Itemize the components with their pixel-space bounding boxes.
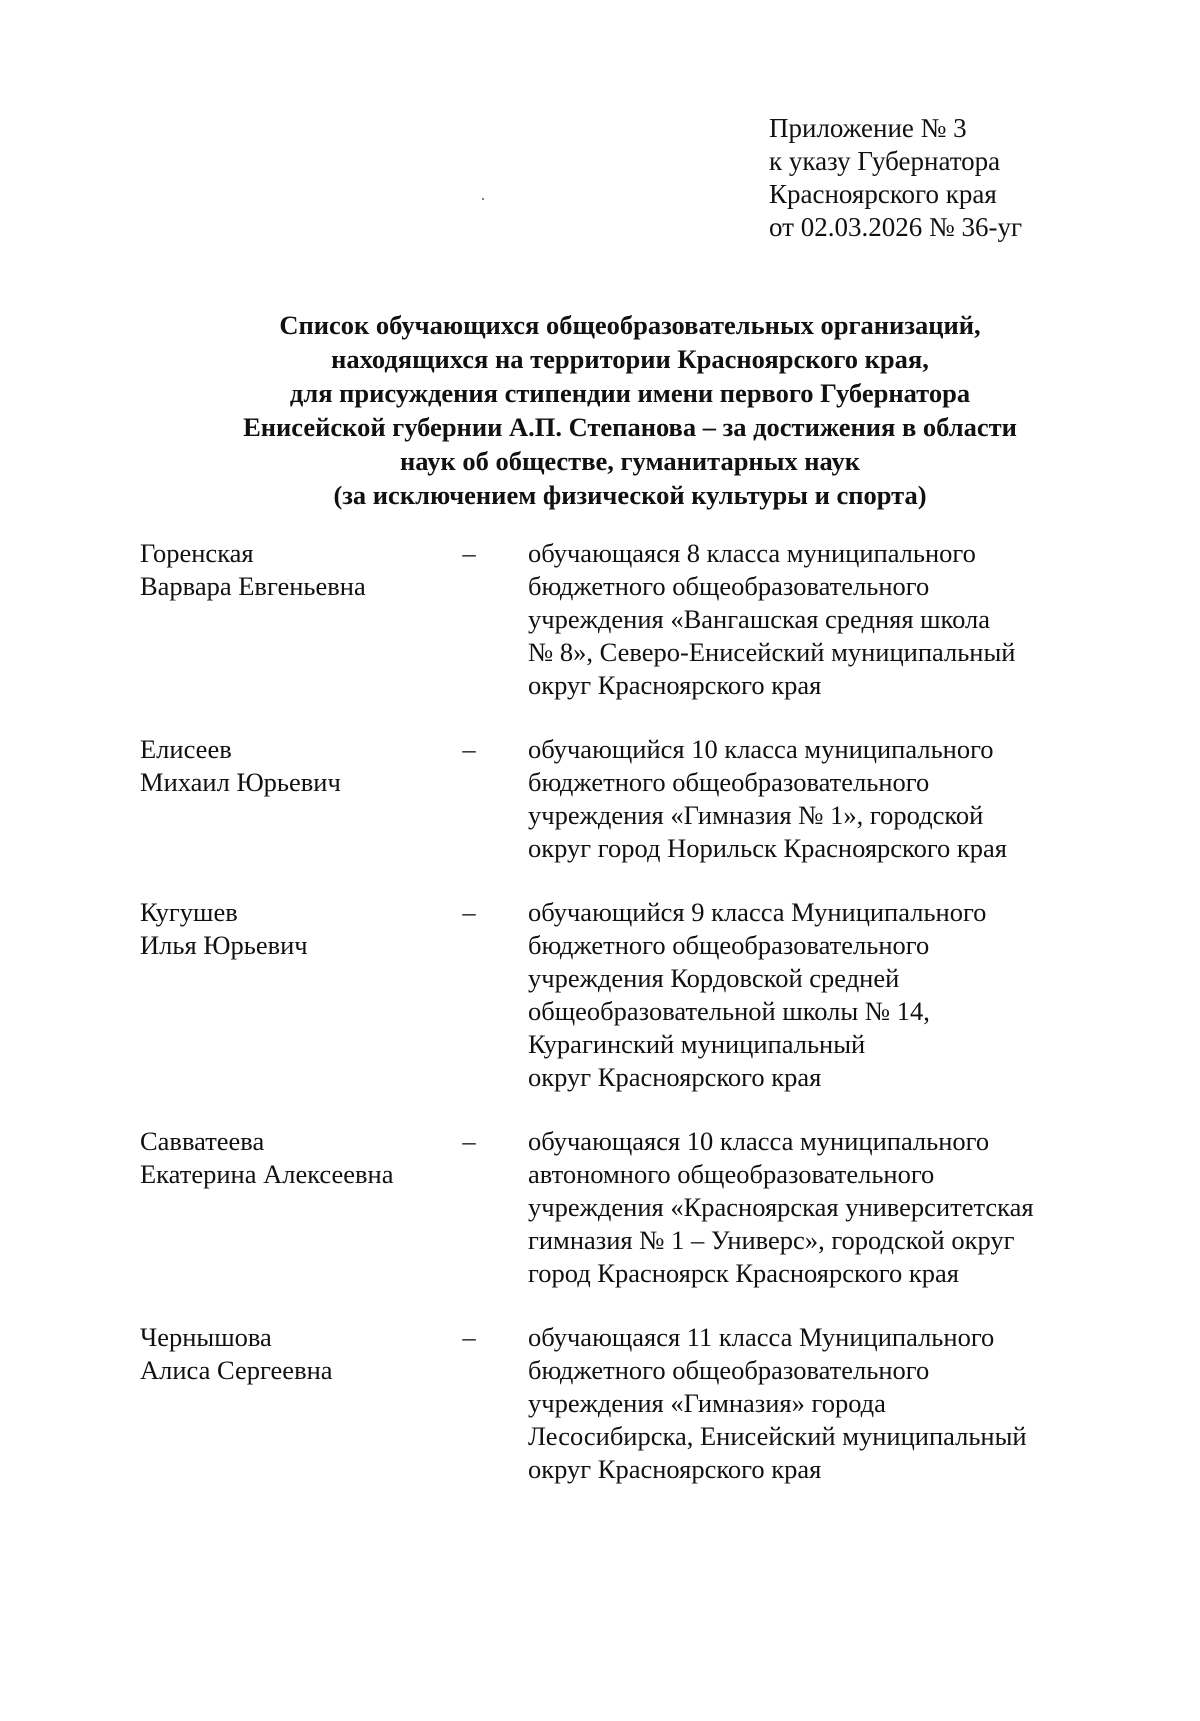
student-description xyxy=(528,733,1128,865)
title-line: для присуждения стипендии имени первого Губернатора xyxy=(289,378,971,408)
student-entry xyxy=(140,1125,1140,1290)
description-line: общеобразовательной школы № 14, xyxy=(528,996,930,1026)
given-names: Михаил Юрьевич xyxy=(140,767,341,797)
student-name xyxy=(140,537,450,603)
description-line: учреждения «Вангашская средняя школа xyxy=(528,604,990,634)
description-line: обучающаяся 11 класса Муниципального xyxy=(528,1322,995,1352)
dash-separator: – xyxy=(462,1322,476,1352)
description-line: учреждения «Красноярская университетская xyxy=(528,1192,1034,1222)
title-line: Енисейской губернии А.П. Степанова – за достижения в области xyxy=(243,412,1017,442)
document-title xyxy=(150,308,1110,512)
scan-speck xyxy=(482,198,484,200)
student-entry xyxy=(140,537,1140,702)
student-entry xyxy=(140,1321,1140,1486)
title-line: наук об обществе, гуманитарных наук xyxy=(400,446,860,476)
given-names: Екатерина Алексеевна xyxy=(140,1159,394,1189)
student-name xyxy=(140,1125,450,1191)
dash-separator: – xyxy=(462,734,476,764)
description-line: автономного общеобразовательного xyxy=(528,1159,935,1189)
description-line: учреждения «Гимназия» города xyxy=(528,1388,886,1418)
appendix-header xyxy=(769,112,1169,244)
student-entry xyxy=(140,733,1140,865)
description-line: обучающаяся 8 класса муниципального xyxy=(528,538,976,568)
description-line: обучающаяся 10 класса муниципального xyxy=(528,1126,990,1156)
description-line: учреждения «Гимназия № 1», городской xyxy=(528,800,984,830)
appendix-line: от 02.03.2026 № 36-уг xyxy=(769,212,1023,242)
description-line: бюджетного общеобразовательного xyxy=(528,1355,930,1385)
description-line: округ город Норильск Красноярского края xyxy=(528,833,1007,863)
student-name xyxy=(140,733,450,799)
description-line: округ Красноярского края xyxy=(528,670,822,700)
description-line: бюджетного общеобразовательного xyxy=(528,571,930,601)
student-list xyxy=(140,537,1140,1486)
title-line: (за исключением физической культуры и спорта) xyxy=(333,480,927,510)
description-line: округ Красноярского края xyxy=(528,1062,822,1092)
description-line: № 8», Северо-Енисейский муниципальный xyxy=(528,637,1016,667)
appendix-line: Красноярского края xyxy=(769,179,997,209)
dash-separator: – xyxy=(462,1126,476,1156)
surname: Елисеев xyxy=(140,734,232,764)
student-description xyxy=(528,1321,1128,1486)
given-names: Алиса Сергеевна xyxy=(140,1355,333,1385)
description-line: обучающийся 10 класса муниципального xyxy=(528,734,994,764)
surname: Кугушев xyxy=(140,897,238,927)
title-line: Список обучающихся общеобразовательных организаций, xyxy=(279,310,981,340)
surname: Савватеева xyxy=(140,1126,265,1156)
description-line: Курагинский муниципальный xyxy=(528,1029,866,1059)
appendix-line: Приложение № 3 xyxy=(769,113,967,143)
student-description xyxy=(528,896,1128,1094)
student-description xyxy=(528,1125,1128,1290)
description-line: округ Красноярского края xyxy=(528,1454,822,1484)
student-name xyxy=(140,896,450,962)
dash-separator: – xyxy=(462,897,476,927)
surname: Чернышова xyxy=(140,1322,272,1352)
student-entry xyxy=(140,896,1140,1094)
dash-separator: – xyxy=(462,538,476,568)
given-names: Варвара Евгеньевна xyxy=(140,571,366,601)
description-line: бюджетного общеобразовательного xyxy=(528,930,930,960)
description-line: город Красноярск Красноярского края xyxy=(528,1258,959,1288)
student-description xyxy=(528,537,1128,702)
given-names: Илья Юрьевич xyxy=(140,930,308,960)
title-line: находящихся на территории Красноярского края, xyxy=(331,344,929,374)
description-line: гимназия № 1 – Универс», городской округ xyxy=(528,1225,1015,1255)
student-name xyxy=(140,1321,450,1387)
description-line: обучающийся 9 класса Муниципального xyxy=(528,897,987,927)
description-line: учреждения Кордовской средней xyxy=(528,963,900,993)
description-line: Лесосибирска, Енисейский муниципальный xyxy=(528,1421,1027,1451)
surname: Горенская xyxy=(140,538,254,568)
appendix-line: к указу Губернатора xyxy=(769,146,1001,176)
description-line: бюджетного общеобразовательного xyxy=(528,767,930,797)
